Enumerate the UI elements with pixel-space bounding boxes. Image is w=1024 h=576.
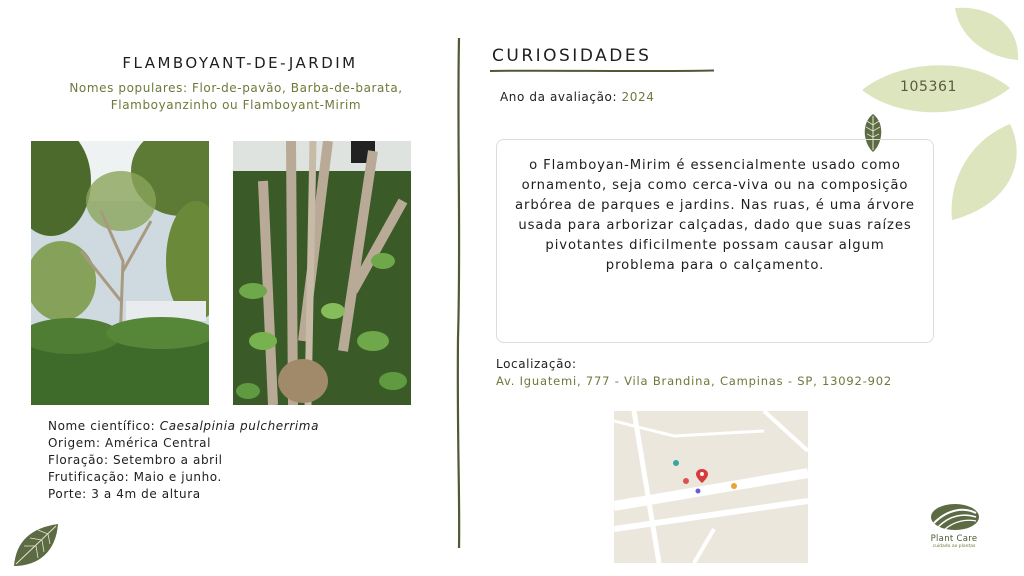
fact-scientific-name bbox=[48, 418, 319, 435]
title-underline bbox=[490, 68, 714, 74]
fact-origin: Origem: América Central bbox=[48, 436, 212, 450]
leaf-icon bbox=[10, 522, 60, 568]
location-address: Av. Iguatemi, 777 - Vila Brandina, Campinas - SP, 13092-902 bbox=[496, 374, 892, 388]
map-marker-icon bbox=[673, 460, 679, 466]
column-divider bbox=[454, 38, 464, 548]
plant-care-logo-icon bbox=[930, 503, 980, 533]
fact-flowering: Floração: Setembro a abril bbox=[48, 453, 223, 467]
curiosities-text: o Flamboyan-Mirim é essencialmente usado como ornamento, seja como cerca-viva ou na composição arbórea de parques e jardins. Nas ruas, é uma árvore usada para arborizar calçadas, dado que suas raízes pivotantes dificilmente possam causar algum problema para o calçamento. bbox=[515, 158, 915, 273]
brand-tagline: cuidado ao plantas bbox=[932, 544, 976, 549]
location-map[interactable] bbox=[614, 411, 808, 563]
curiosities-box bbox=[496, 139, 934, 343]
popular-names-line-1: Nomes populares: Flor-de-pavão, Barba-de-barata, bbox=[69, 81, 403, 95]
evaluation-year bbox=[500, 90, 655, 104]
fact-size: Porte: 3 a 4m de altura bbox=[48, 487, 201, 501]
plant-name: FLAMBOYANT-DE-JARDIM bbox=[122, 54, 358, 72]
location-label: Localização: bbox=[496, 357, 577, 371]
plant-photo-canopy bbox=[31, 141, 209, 405]
scientific-value: Caesalpinia pulcherrima bbox=[159, 419, 320, 433]
plant-facts bbox=[48, 418, 319, 503]
fact-fruiting: Frutificação: Maio e junho. bbox=[48, 470, 222, 484]
curiosities-title: CURIOSIDADES bbox=[492, 46, 652, 66]
popular-names bbox=[50, 80, 422, 114]
record-id: 105361 bbox=[900, 79, 958, 95]
brand-name: Plant Care bbox=[930, 534, 978, 544]
plant-photo-trunks bbox=[233, 141, 411, 405]
year-value: 2024 bbox=[621, 90, 655, 104]
scientific-label: Nome científico: bbox=[48, 419, 160, 433]
popular-names-line-2: Flamboyanzinho ou Flamboyant-Mirim bbox=[110, 98, 362, 112]
year-label: Ano da avaliação: bbox=[500, 90, 622, 104]
